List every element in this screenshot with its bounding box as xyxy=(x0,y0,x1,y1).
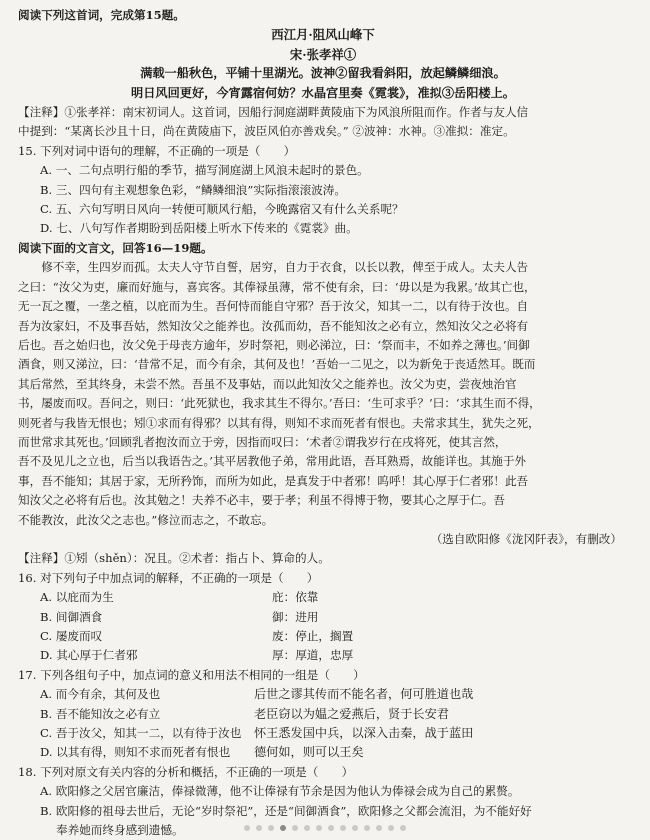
page-dot[interactable] xyxy=(328,825,334,831)
question-16-stem: 16. 对下列句子中加点词的解释，不正确的一项是（ ） xyxy=(18,570,319,585)
passage-line: 不能教汝，此汝父之志也。”修泣而志之，不敢忘。 xyxy=(18,512,274,527)
passage-line: 事，吾不能知；其居于家，无所矜饰，而所为如此，是真发于中者邪！呜呼！其心厚于仁者邪！此吾 xyxy=(18,473,529,488)
passage-line: 之曰：“汝父为吏，廉而好施与，喜宾客。其俸禄虽薄，常不使有余，曰：‘毋以是为我累。’故其亡也， xyxy=(18,279,536,294)
passage-line: 无一瓦之覆，一垄之植，以庇而为生。吾何恃而能自守邪？吾于汝父，知其一二，以有待于汝也。自 xyxy=(18,299,529,314)
option-sentence: B. 间御酒食 xyxy=(40,609,103,624)
option-sentence-right: 怀王悉发国中兵，以深入击秦，战于蓝田 xyxy=(254,726,474,741)
question-18-option-a: A. 欧阳修之父居官廉洁，俸禄微薄，他不让俸禄有节余是因为他认为俸禄会成为自己的累赘。 xyxy=(40,784,520,799)
poem-line-1: 满载一船秋色，平铺十里湖光。波神②留我看斜阳，放起鳞鳞细浪。 xyxy=(140,66,506,81)
page-indicator[interactable] xyxy=(0,825,650,831)
page-dot[interactable] xyxy=(352,825,358,831)
poem-line-2: 明日风回更好，今宵露宿何妨？水晶宫里奏《霓裳》，准拟③岳阳楼上。 xyxy=(131,85,515,100)
instruction-16: 阅读下面的文言文，回答16—19题。 xyxy=(18,240,213,255)
option-sentence-left: A. 而今有余，其何及也 xyxy=(40,687,161,702)
question-18-option-b-continued: 奉养她而终身感到遗憾。 xyxy=(56,823,184,838)
passage-note: 【注释】①矧（shěn）：况且。②术者：指占卜、算命的人。 xyxy=(18,551,330,566)
page-dot[interactable] xyxy=(268,825,274,831)
poem-note-line-1: 【注释】①张孝祥：南宋初词人。这首词，因船行洞庭湖畔黄陵庙下为风浪所阻而作。作者与友人信 xyxy=(18,105,529,120)
option-sentence: D. 其心厚于仁者邪 xyxy=(40,648,138,663)
option-sentence-left: B. 吾不能知汝之必有立 xyxy=(40,706,161,721)
question-15-option-d: D. 七、八句写作者期盼到岳阳楼上听水下传来的《霓裳》曲。 xyxy=(40,221,358,236)
question-17-option-a xyxy=(18,685,628,704)
option-explanation: 厚：厚道，忠厚 xyxy=(272,648,354,663)
page-dot[interactable] xyxy=(256,825,262,831)
option-explanation: 庇：依靠 xyxy=(272,590,319,605)
question-18-stem: 18. 下列对原文有关内容的分析和概括，不正确的一项是（ ） xyxy=(18,764,354,779)
page-dot[interactable] xyxy=(280,825,286,831)
passage-source: （选自欧阳修《泷冈阡表》，有删改） xyxy=(430,531,622,546)
option-explanation: 废：停止，搁置 xyxy=(272,629,354,643)
option-explanation: 御：进用 xyxy=(272,609,319,624)
question-16-option-b xyxy=(18,608,628,627)
question-15-option-b: B. 三、四句有主观想象色彩，“鳞鳞细浪”实际指滚滚波涛。 xyxy=(40,182,346,197)
option-sentence-right: 老臣窃以为媪之爱燕后，贤于长安君 xyxy=(254,706,449,721)
passage-line: 修不幸，生四岁而孤。太夫人守节自誓，居穷，自力于衣食，以长以教，俾至于成人。太夫人告 xyxy=(41,260,529,275)
question-16-option-a xyxy=(18,588,628,607)
instruction-15: 阅读下列这首词，完成第15题。 xyxy=(18,8,185,22)
poem-title: 西江月·阻风山峰下 xyxy=(271,27,375,43)
poem-author: 宋·张孝祥① xyxy=(289,46,357,62)
option-sentence-left: D. 以其有得，则知不求而死者有恨也 xyxy=(40,745,231,760)
question-17-option-c xyxy=(18,724,628,743)
passage-line: 吾不及见儿之立也，后当以我语告之。’其平居教他子弟，常用此语，吾耳熟焉，故能详也。其施于外 xyxy=(18,454,527,469)
page-dot[interactable] xyxy=(340,825,346,831)
page-dot[interactable] xyxy=(292,825,298,831)
question-17-stem: 17. 下列各组句子中，加点词的意义和用法不相同的一组是（ ） xyxy=(18,667,365,682)
classical-passage xyxy=(18,258,628,530)
passage-line: 书，屡废而叹。吾问之，则曰：‘此死狱也，我求其生不得尔。’吾曰：‘生可求乎？’曰：‘求其生而不得， xyxy=(18,396,541,411)
page-dot[interactable] xyxy=(376,825,382,831)
question-15-option-a: A. 一、二句点明行船的季节，描写洞庭湖上风浪未起时的景色。 xyxy=(40,163,369,178)
page-dot[interactable] xyxy=(304,825,310,831)
page-dot[interactable] xyxy=(400,825,406,831)
question-17-option-b xyxy=(18,705,628,724)
passage-line: 酒食，则又涕泣，曰：‘昔常不足，而今有余，其何及也！’吾始一二见之，以为新免于丧适然耳。既而 xyxy=(18,357,536,372)
passage-line: 吾为汝家妇，不及事吾姑，然知汝父之能养也。汝孤而幼，吾不能知汝之必有立，然知汝父之必将有 xyxy=(18,318,529,333)
question-16-option-c xyxy=(18,627,628,646)
question-15-option-c: C. 五、六句写明日风向一转便可顺风行船，今晚露宿又有什么关系呢？ xyxy=(40,202,404,217)
option-sentence: A. 以庇而为生 xyxy=(40,590,114,605)
passage-line: 知汝父之必将有后也。汝其勉之！夫养不必丰，要于孝；利虽不得博于物，要其心之厚于仁。吾 xyxy=(18,493,505,508)
option-sentence-right: 后世之谬其传而不能名者，何可胜道也哉 xyxy=(254,687,474,702)
option-sentence-left: C. 吾于汝父，知其一二，以有待于汝也 xyxy=(40,726,242,741)
passage-line: 后也。吾之始归也，汝父免于母丧方逾年，岁时祭祀，则必涕泣，曰：‘祭而丰，不如养之薄也。’间御 xyxy=(18,337,530,352)
page-dot[interactable] xyxy=(316,825,322,831)
passage-line: 则死者与我皆无恨也；矧①求而有得邪？以其有得，则知不求而死者有恨也。夫常求其生，犹失之死， xyxy=(18,415,540,430)
question-18-option-b: B. 欧阳修的祖母去世后，无论“岁时祭祀”，还是“间御酒食”，欧阳修之父都会流泪，为不能好好 xyxy=(40,803,532,818)
page-dot[interactable] xyxy=(388,825,394,831)
question-15-stem: 15. 下列对词中语句的理解，不正确的一项是（ ） xyxy=(18,143,296,158)
option-sentence: C. 屡废而叹 xyxy=(40,629,103,643)
option-sentence-right: 德何如，则可以王矣 xyxy=(254,745,364,760)
question-17-option-d xyxy=(18,743,628,762)
passage-line: 而世常求其死也。’回顾乳者抱汝而立于旁，因指而叹曰：‘术者②谓我岁行在戌将死，使其言然， xyxy=(18,434,507,449)
passage-line: 其后常然，至其终身，未尝不然。吾虽不及事姑，而以此知汝父之能养也。汝父为吏，尝夜烛治官 xyxy=(18,376,517,391)
question-16-option-d xyxy=(18,646,628,665)
page-dot[interactable] xyxy=(364,825,370,831)
poem-note-line-2: 中提到：“某离长沙且十日，尚在黄陵庙下，波臣风伯亦善戏矣。” ②波神：水神。③准拟：准定。 xyxy=(18,124,515,139)
page-dot[interactable] xyxy=(244,825,250,831)
